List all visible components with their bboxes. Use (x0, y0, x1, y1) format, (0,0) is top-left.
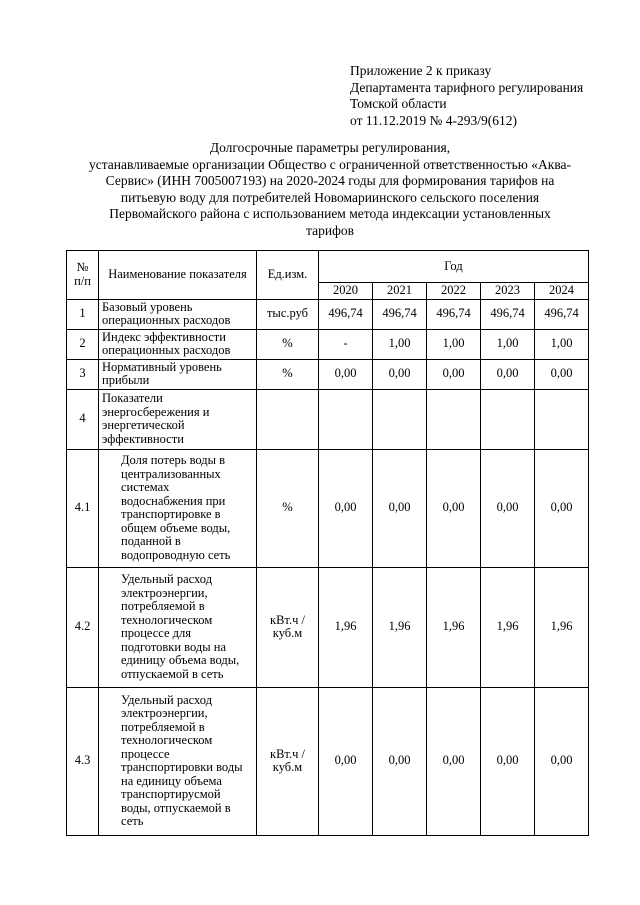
row-value: 496,74 (427, 299, 481, 329)
table-row (67, 329, 589, 359)
row-value: 496,74 (373, 299, 427, 329)
title-line: тарифов (306, 222, 354, 238)
row-num: 4.2 (67, 567, 99, 687)
table-row (67, 389, 589, 449)
appendix-line: Департамента тарифного регулирования (350, 79, 584, 95)
row-value: 496,74 (535, 299, 589, 329)
row-value: 0,00 (319, 449, 373, 567)
title-line: Долгосрочные параметры регулирования, (209, 140, 451, 155)
row-num: 4.1 (67, 449, 99, 567)
row-num: 3 (67, 359, 99, 389)
row-num: 4.3 (67, 687, 99, 835)
row-name: Индекс эффективности операционных расходов (99, 329, 257, 359)
row-value: 0,00 (481, 359, 535, 389)
row-value: 0,00 (481, 687, 535, 835)
row-value: 0,00 (427, 687, 481, 835)
row-name: Удельный расход электроэнергии, потребляемой в технологическом процессе транспортировки воды на единицу объема транспортирусмой воды, отпускаемой в сеть (99, 687, 257, 835)
header-year-group: Год (319, 251, 589, 283)
row-name: Доля потерь воды в централизованных системах водоснабжения при транспортировке в общем объеме воды, поданной в водопроводную сеть (99, 449, 257, 567)
row-value (481, 389, 535, 449)
row-name: Показатели энергосбережения и энергетической эффективности (99, 389, 257, 449)
table-row (67, 359, 589, 389)
row-unit: % (257, 329, 319, 359)
row-value: 1,00 (373, 329, 427, 359)
row-value: 0,00 (535, 359, 589, 389)
header-num: № п/п (67, 251, 99, 300)
row-value: 1,00 (481, 329, 535, 359)
table-row (67, 687, 589, 835)
row-value: 1,96 (427, 567, 481, 687)
row-value: 0,00 (373, 449, 427, 567)
row-value: 0,00 (373, 359, 427, 389)
header-year: 2023 (481, 283, 535, 300)
appendix-line: от 11.12.2019 № 4-293/9(612) (350, 112, 517, 128)
parameters-table (66, 250, 589, 836)
table-row (67, 567, 589, 687)
table-row (67, 449, 589, 567)
row-value: 496,74 (319, 299, 373, 329)
row-value: 1,96 (535, 567, 589, 687)
row-value: 1,00 (535, 329, 589, 359)
row-value: 0,00 (427, 359, 481, 389)
row-value: 0,00 (319, 687, 373, 835)
appendix-header (350, 63, 583, 129)
row-unit: кВт.ч / куб.м (257, 687, 319, 835)
title-line: Первомайского района с использованием метода индексации установленных (109, 206, 551, 221)
table-row (67, 299, 589, 329)
document-title (70, 140, 590, 239)
appendix-line: Приложение 2 к приказу (350, 63, 492, 78)
row-num: 2 (67, 329, 99, 359)
header-row (67, 251, 589, 283)
row-name: Базовый уровень операционных расходов (99, 299, 257, 329)
header-year: 2021 (373, 283, 427, 300)
row-value: - (319, 329, 373, 359)
title-line: питьевую воду для потребителей Новомариинского сельского поселения (120, 189, 540, 205)
row-unit (257, 389, 319, 449)
row-unit: тыс.руб (257, 299, 319, 329)
row-value: 1,00 (427, 329, 481, 359)
row-num: 4 (67, 389, 99, 449)
row-value (427, 389, 481, 449)
title-line: устанавливаемые организации Общество с ограниченной ответственностью «Аква- (88, 156, 572, 172)
row-value: 1,96 (481, 567, 535, 687)
row-unit: % (257, 449, 319, 567)
title-line: Сервис» (ИНН 7005007193) на 2020-2024 годы для формирования тарифов на (105, 173, 555, 188)
row-value: 1,96 (373, 567, 427, 687)
row-value: 0,00 (319, 359, 373, 389)
row-unit: кВт.ч / куб.м (257, 567, 319, 687)
row-value (373, 389, 427, 449)
row-value: 0,00 (535, 449, 589, 567)
row-value: 0,00 (427, 449, 481, 567)
row-value: 0,00 (373, 687, 427, 835)
row-unit: % (257, 359, 319, 389)
row-name: Удельный расход электроэнергии, потребляемой в технологическом процессе для подготовки воды на единицу объема воды, отпускаемой в сеть (99, 567, 257, 687)
row-name: Нормативный уровень прибыли (99, 359, 257, 389)
row-value (535, 389, 589, 449)
appendix-line: Томской области (350, 96, 447, 111)
row-num: 1 (67, 299, 99, 329)
header-unit: Ед.изм. (257, 251, 319, 300)
header-year: 2024 (535, 283, 589, 300)
row-value: 0,00 (535, 687, 589, 835)
row-value: 0,00 (481, 449, 535, 567)
row-value (319, 389, 373, 449)
header-year: 2022 (427, 283, 481, 300)
row-value: 496,74 (481, 299, 535, 329)
header-name: Наименование показателя (99, 251, 257, 300)
row-value: 1,96 (319, 567, 373, 687)
header-year: 2020 (319, 283, 373, 300)
